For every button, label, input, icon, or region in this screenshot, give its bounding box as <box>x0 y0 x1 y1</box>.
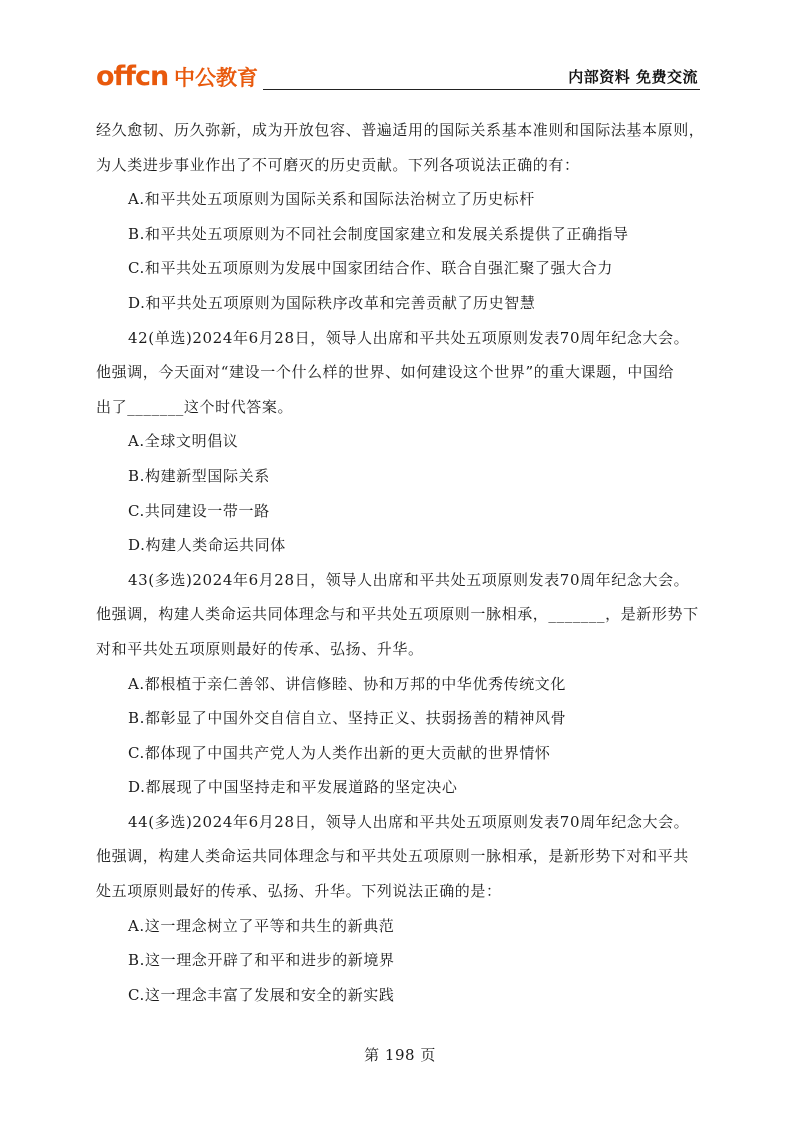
text-line: 他强调，构建人类命运共同体理念与和平共处五项原则一脉相承，_______，是新形势下 <box>96 605 699 624</box>
text-line: B.和平共处五项原则为不同社会制度国家建立和发展关系提供了正确指导 <box>128 224 629 243</box>
text-line: A.这一理念树立了平等和共生的新典范 <box>128 916 395 935</box>
text-line: 出了_______这个时代答案。 <box>96 397 294 416</box>
text-line: C.和平共处五项原则为发展中国家团结合作、联合自强汇聚了强大合力 <box>128 259 613 278</box>
text-line: 经久愈韧、历久弥新，成为开放包容、普遍适用的国际关系基本准则和国际法基本原则， <box>96 121 705 139</box>
text-line: A.全球文明倡议 <box>128 432 239 451</box>
text-line: C.这一理念丰富了发展和安全的新实践 <box>128 985 395 1004</box>
text-line: 43(多选)2024年6月28日，领导人出席和平共处五项原则发表70周年纪念大会。 <box>128 570 690 589</box>
text-line: D.构建人类命运共同体 <box>128 536 286 555</box>
page-number: 第 198 页 <box>364 1046 436 1064</box>
text-line: A.都根植于亲仁善邻、讲信修睦、协和万邦的中华优秀传统文化 <box>128 674 567 693</box>
text-line: 44(多选)2024年6月28日，领导人出席和平共处五项原则发表70周年纪念大会。 <box>128 812 690 831</box>
offcn-logo <box>96 60 258 90</box>
page-header <box>96 60 700 90</box>
text-line: 他强调，今天面对“建设一个什么样的世界、如何建设这个世界”的重大课题，中国给 <box>96 363 675 382</box>
header-rule <box>263 89 700 90</box>
text-line: 处五项原则最好的传承、弘扬、升华。下列说法正确的是： <box>96 882 502 901</box>
text-line: B.都彰显了中国外交自信自立、坚持正义、扶弱扬善的精神风骨 <box>128 709 567 728</box>
text-line: C.共同建设一带一路 <box>128 501 270 520</box>
logo-latin-text: offcn <box>96 61 169 90</box>
text-line: B.这一理念开辟了和平和进步的新境界 <box>128 951 395 970</box>
text-line: 为人类进步事业作出了不可磨灭的历史贡献。下列各项说法正确的有： <box>96 155 580 174</box>
document-body <box>96 113 705 1012</box>
text-line: A.和平共处五项原则为国际关系和国际法治树立了历史标杆 <box>128 190 535 209</box>
text-line: D.都展现了中国坚持走和平发展道路的坚定决心 <box>128 778 458 797</box>
logo-chinese-text: 中公教育 <box>174 66 258 90</box>
text-line: C.都体现了中国共产党人为人类作出新的更大贡献的世界情怀 <box>128 743 551 762</box>
text-line: 他强调，构建人类命运共同体理念与和平共处五项原则一脉相承，是新形势下对和平共 <box>96 847 689 866</box>
text-line: B.构建新型国际关系 <box>128 466 270 485</box>
offcn-logo-mark <box>96 60 258 90</box>
header-right-label: 内部资料 免费交流 <box>568 68 698 86</box>
text-line: D.和平共处五项原则为国际秩序改革和完善贡献了历史智慧 <box>128 293 536 312</box>
text-line: 42(单选)2024年6月28日，领导人出席和平共处五项原则发表70周年纪念大会。 <box>128 328 690 347</box>
text-line: 对和平共处五项原则最好的传承、弘扬、升华。 <box>96 639 424 658</box>
